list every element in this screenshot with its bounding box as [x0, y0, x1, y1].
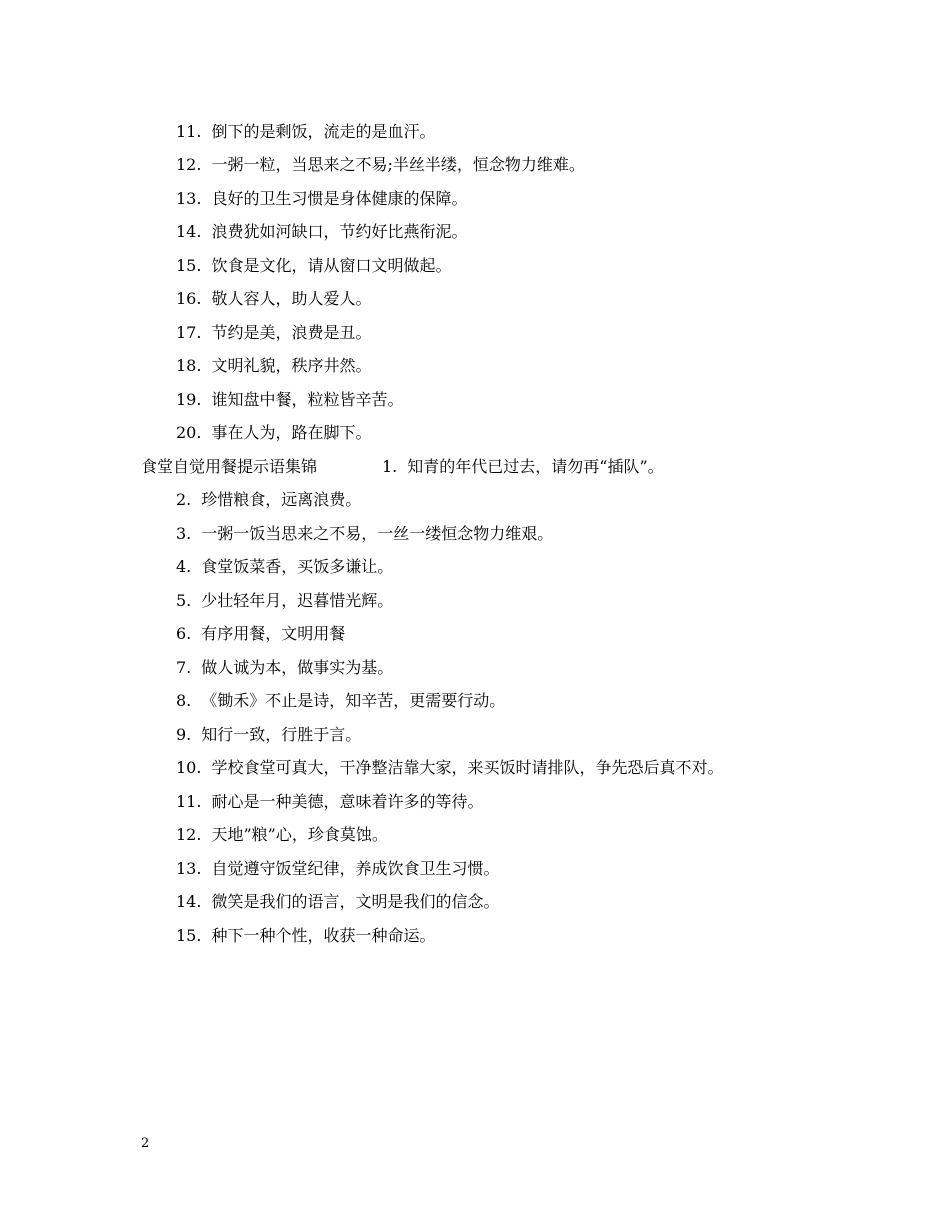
item-number: 15. — [176, 256, 202, 275]
item-number: 2. — [176, 490, 192, 509]
item-text: 节约是美，浪费是丑。 — [211, 323, 372, 342]
item-text: 微笑是我们的语言，文明是我们的信念。 — [211, 892, 500, 911]
list-item — [176, 222, 467, 242]
item-text: 谁知盘中餐，粒粒皆辛苦。 — [211, 390, 404, 409]
item-number: 15. — [176, 926, 202, 945]
item-number: 14. — [176, 222, 202, 241]
section-title: 食堂自觉用餐提示语集锦 — [141, 457, 318, 476]
list-item — [176, 490, 361, 510]
item-text: 敬人容人，助人爱人。 — [211, 289, 372, 308]
section-heading-line — [141, 457, 317, 477]
item-text: 浪费犹如河缺口，节约好比燕衔泥。 — [211, 222, 468, 241]
list-item — [176, 557, 393, 577]
item-text: 事在人为，路在脚下。 — [211, 423, 372, 442]
item-number: 14. — [176, 892, 202, 911]
item-text: 倒下的是剩饭，流走的是血汗。 — [211, 122, 436, 141]
list-item — [176, 155, 585, 175]
item-text: 珍惜粮食，远离浪费。 — [201, 490, 362, 509]
item-text: 知行一致，行胜于言。 — [201, 725, 362, 744]
item-text: 食堂饭菜香，买饭多谦让。 — [201, 557, 394, 576]
item-number: 13. — [176, 189, 202, 208]
item-number: 10. — [176, 758, 202, 777]
list-item — [176, 323, 371, 343]
item-text: 耐心是一种美德，意味着许多的等待。 — [211, 792, 484, 811]
item-number: 3. — [176, 524, 192, 543]
item-text: 《锄禾》不止是诗，知辛苦，更需要行动。 — [201, 691, 506, 710]
list-item — [176, 122, 435, 142]
list-item — [176, 859, 499, 879]
list-item — [176, 356, 371, 376]
item-number: 13. — [176, 859, 202, 878]
list-item — [176, 691, 505, 711]
item-number: 12. — [176, 825, 202, 844]
list-item — [176, 189, 467, 209]
item-text: 良好的卫生习惯是身体健康的保障。 — [211, 189, 468, 208]
list-item — [176, 624, 345, 644]
list-item — [176, 591, 393, 611]
item-number: 7. — [176, 658, 192, 677]
item-number: 4. — [176, 557, 192, 576]
item-text: 一粥一饭当思来之不易，一丝一缕恒念物力维艰。 — [201, 524, 554, 543]
list-item — [176, 256, 451, 276]
list-item — [176, 658, 393, 678]
item-text: 自觉遵守饭堂纪律，养成饮食卫生习惯。 — [211, 859, 500, 878]
item-number: 20. — [176, 423, 202, 442]
list-item — [176, 758, 723, 778]
item-text: 文明礼貌，秩序井然。 — [211, 356, 372, 375]
list-item — [176, 892, 499, 912]
item-text: 知青的年代已过去，请勿再“插队”。 — [407, 457, 664, 476]
item-number: 8. — [176, 691, 192, 710]
item-text: 天地”粮”心，珍食莫蚀。 — [211, 825, 388, 844]
list-item — [176, 524, 553, 544]
list-item — [176, 926, 435, 946]
item-number: 9. — [176, 725, 192, 744]
item-number: 11. — [176, 122, 202, 141]
item-text: 饮食是文化，请从窗口文明做起。 — [211, 256, 452, 275]
list-item — [176, 725, 361, 745]
list-item — [176, 390, 403, 410]
item-text: 有序用餐，文明用餐 — [201, 624, 346, 643]
item-text: 做人诚为本，做事实为基。 — [201, 658, 394, 677]
list-item — [176, 423, 371, 443]
item-text: 学校食堂可真大，干净整洁靠大家，来买饭时请排队，争先恐后真不对。 — [211, 758, 724, 777]
item-number: 5. — [176, 591, 192, 610]
item-text: 一粥一粒，当思来之不易;半丝半缕，恒念物力维难。 — [211, 155, 585, 174]
page-number: 2 — [141, 1136, 150, 1151]
item-number: 1. — [382, 457, 398, 476]
item-number: 17. — [176, 323, 202, 342]
item-number: 12. — [176, 155, 202, 174]
item-number: 6. — [176, 624, 192, 643]
item-number: 19. — [176, 390, 202, 409]
item-text: 少壮轻年月，迟暮惜光辉。 — [201, 591, 394, 610]
list-item — [176, 792, 483, 812]
item-number: 11. — [176, 792, 202, 811]
list-item — [176, 289, 371, 309]
item-text: 种下一种个性，收获一种命运。 — [211, 926, 436, 945]
item-number: 16. — [176, 289, 202, 308]
item-number: 18. — [176, 356, 202, 375]
list-item — [382, 457, 664, 477]
list-item — [176, 825, 388, 845]
